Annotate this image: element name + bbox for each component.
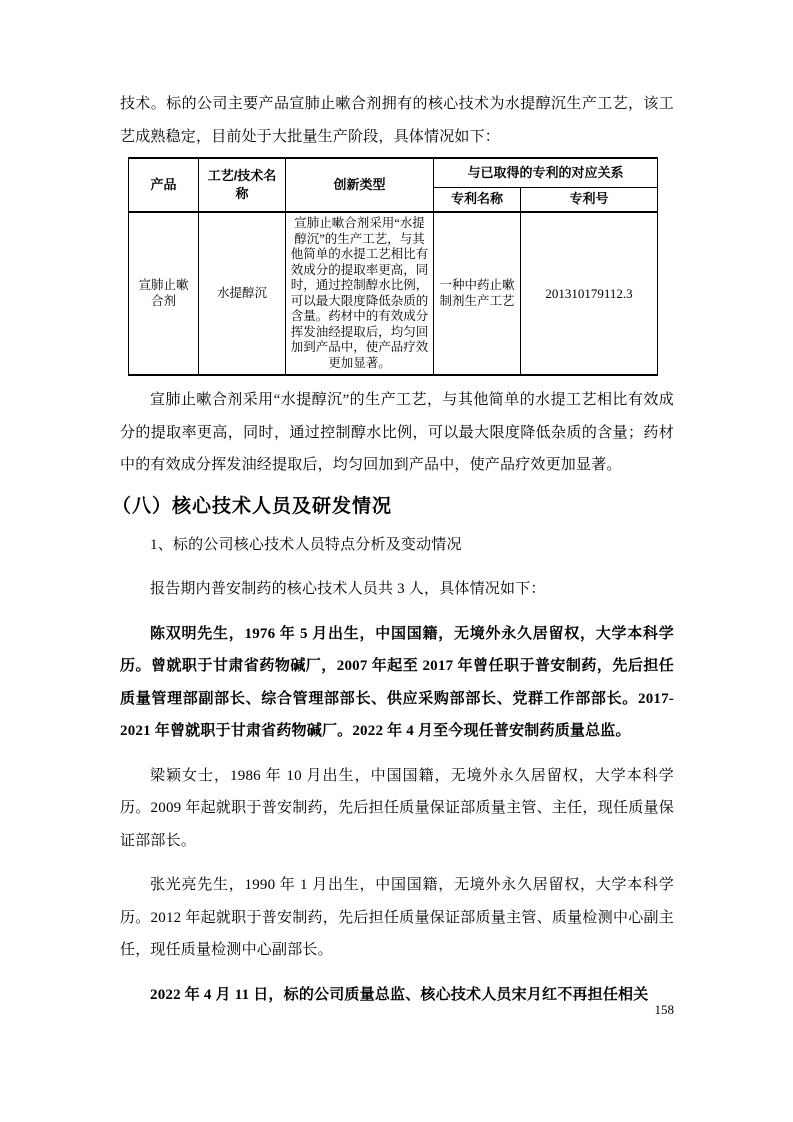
page-content — [112, 88, 674, 1023]
paragraph-personnel-change: 2022 年 4 月 11 日，标的公司质量总监、核心技术人员宋月红不再担任相关 — [150, 986, 649, 1003]
col-header-patent-name: 专利名称 — [434, 188, 521, 213]
paragraph-summary: 宣肺止嗽合剂采用“水提醇沉”的生产工艺，与其他简单的水提工艺相比有效成分的提取率更高，同时，通过控制醇水比例，可以最大限度降低杂质的含量；药材中的有效成分挥发油经提取后，均匀回加到产品中，使产品疗效更加显著。 — [120, 392, 674, 473]
cell-innovation: 宣肺止嗽合剂采用“水提醇沉”的生产工艺，与其他简单的水提工艺相比有效成分的提取率更高，同时，通过控制醇水比例，可以最大限度降低杂质的含量。药材中的有效成分挥发油经提取后，均匀回加到产品中，使产品疗效更加显著。 — [286, 212, 434, 375]
cell-product: 宣肺止嗽合剂 — [129, 212, 199, 375]
cell-process: 水提醇沉 — [199, 212, 286, 375]
col-header-patent-no: 专利号 — [521, 188, 658, 213]
core-technology-table — [128, 157, 658, 376]
table-row — [129, 212, 658, 375]
col-header-innovation: 创新类型 — [286, 158, 434, 212]
cell-patent-name: 一种中药止嗽制剂生产工艺 — [434, 212, 521, 375]
paragraph-intro: 技术。标的公司主要产品宣肺止嗽合剂拥有的核心技术为水提醇沉生产工艺，该工艺成熟稳定，目前处于大批量生产阶段，具体情况如下： — [120, 96, 674, 145]
paragraph-person-zhangguangliang: 张光亮先生，1990 年 1 月出生，中国国籍，无境外永久居留权，大学本科学历。2012 年起就职于普安制药，先后担任质量保证部质量主管、质量检测中心副主任，现任质量检测中心副部长。 — [120, 877, 674, 958]
paragraph-personnel-intro: 报告期内普安制药的核心技术人员共 3 人，具体情况如下： — [150, 581, 546, 597]
subsection-title: 1、标的公司核心技术人员特点分析及变动情况 — [150, 536, 462, 553]
page-number: 158 — [654, 1002, 674, 1017]
col-header-product: 产品 — [129, 158, 199, 212]
section-heading: （八）核心技术人员及研发情况 — [112, 495, 393, 517]
paragraph-person-chenshuangming: 陈双明先生，1976 年 5 月出生，中国国籍，无境外永久居留权，大学本科学历。曾就职于甘肃省药物碱厂，2007 年起至 2017 年曾任职于普安制药，先后担任质量管理部副部长、综合管理部部长、供应采购部部长、党群工作部部长。2017-2021 年曾就职于甘肃省药物碱厂。2022 年 4 月至今现任普安制药质量总监。 — [120, 625, 674, 739]
cell-patent-no: 201310179112.3 — [521, 212, 658, 375]
col-header-patent-group: 与已取得的专利的对应关系 — [434, 158, 658, 188]
col-header-process: 工艺/技术名称 — [199, 158, 286, 212]
paragraph-person-liangying: 梁颖女士，1986 年 10 月出生，中国国籍，无境外永久居留权，大学本科学历。2009 年起就职于普安制药，先后担任质量保证部质量主管、主任，现任质量保证部部长。 — [120, 767, 674, 849]
